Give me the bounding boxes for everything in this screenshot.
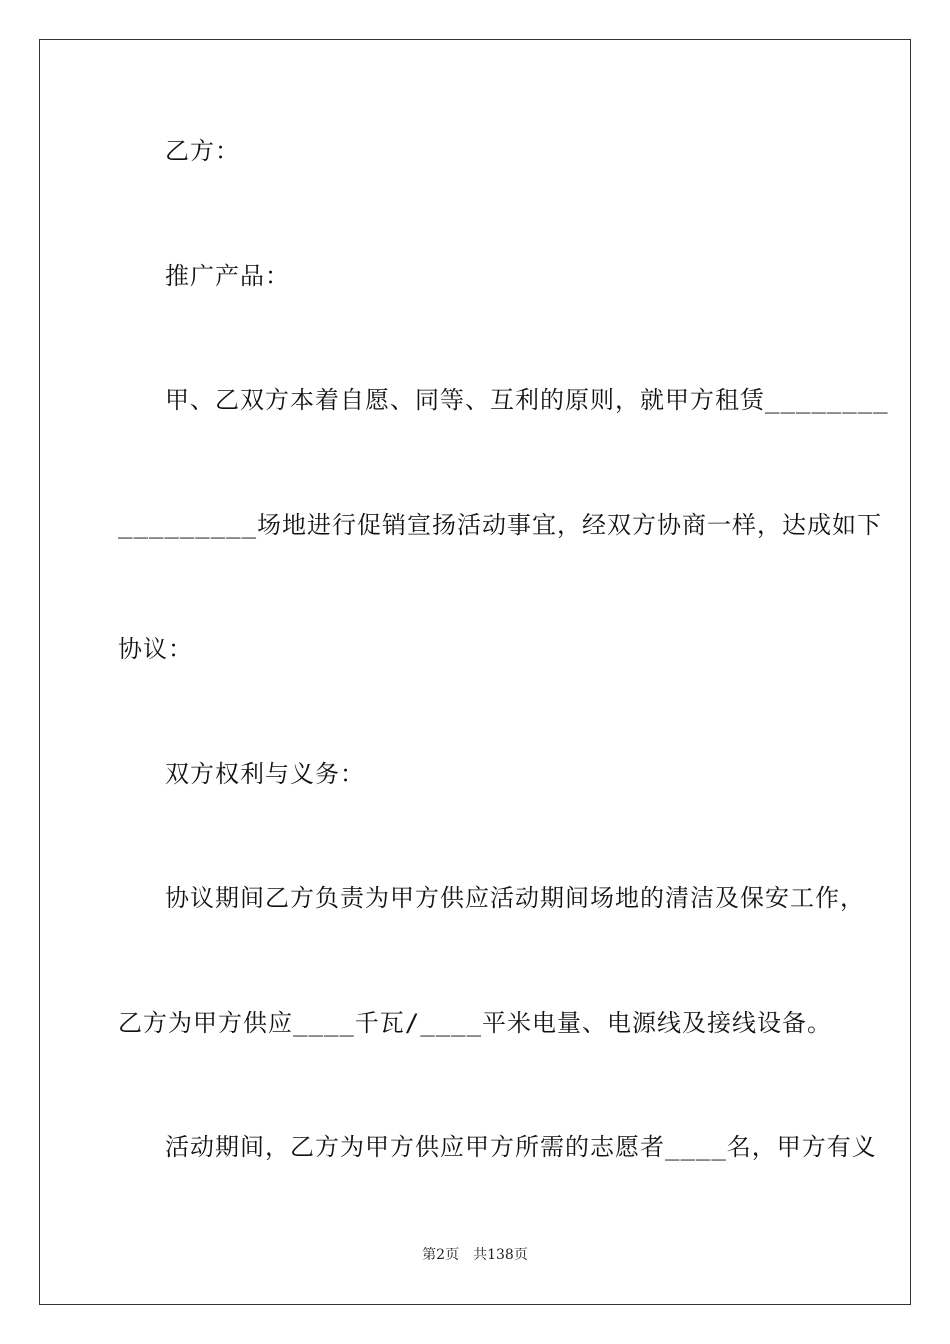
paragraph-duties-line-1: 协议期间乙方负责为甲方供应活动期间场地的清洁及保安工作， (165, 884, 865, 912)
page-number: 第2页 (422, 1247, 460, 1263)
page-border (39, 39, 911, 1305)
paragraph-intro-line-3: 协议： (118, 635, 193, 663)
party-b-label: 乙方： (165, 137, 240, 165)
paragraph-intro-line-1: 甲、乙双方本着自愿、同等、互利的原则，就甲方租赁________ (165, 386, 889, 414)
page-total: 共138页 (473, 1247, 528, 1263)
paragraph-intro-line-2: _________场地进行促销宣扬活动事宜，经双方协商一样，达成如下 (118, 511, 883, 539)
paragraph-duties-line-2: 乙方为甲方供应____千瓦/____平米电量、电源线及接线设备。 (118, 1009, 833, 1037)
page-footer (0, 1246, 950, 1264)
paragraph-volunteers-line-1: 活动期间，乙方为甲方供应甲方所需的志愿者____名，甲方有义 (165, 1133, 877, 1161)
promoted-product-label: 推广产品： (165, 262, 290, 290)
section-heading-rights: 双方权利与义务： (165, 760, 365, 788)
